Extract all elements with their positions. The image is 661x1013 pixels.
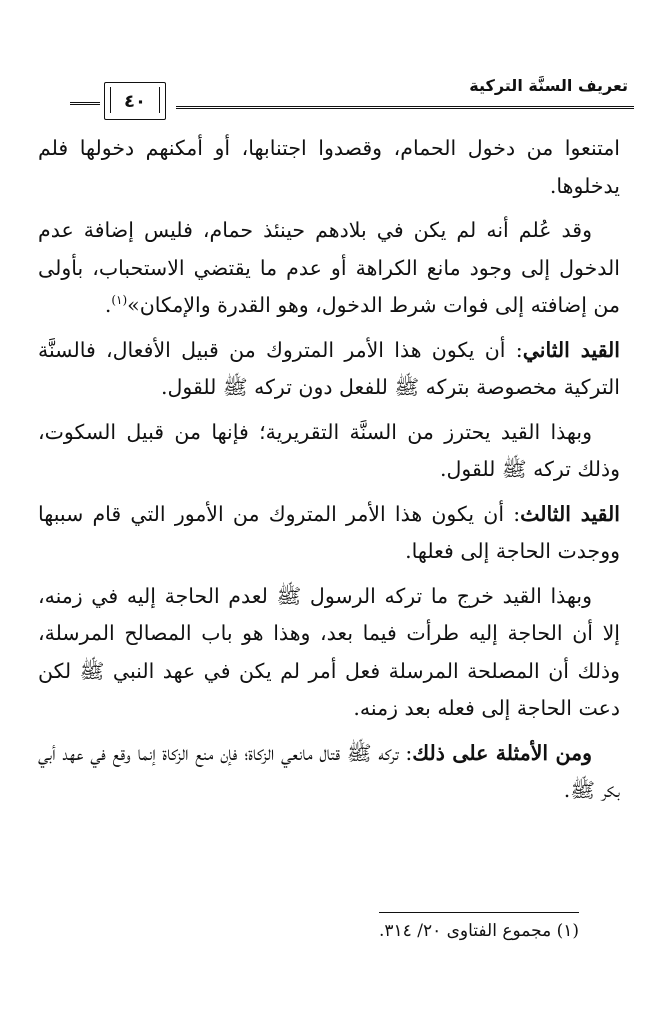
paragraph-2-text: وقد عُلم أنه لم يكن في بلادهم حينئذ حمام، فليس إضافة عدم الدخول إلى وجود مانع الكراهة أو عدم ما يقتضي الاستحباب، بأولى من إضافته إلى فوات شرط الدخول، وهو القدرة والإمكان» — [38, 218, 620, 317]
paragraph-7-text: : تركه ﷺ قتال مانعي الزكاة؛ فإن منع الزكاة إنما وقع في عهد أبي بكر ﷺ. — [38, 740, 620, 802]
paragraph-5-text: : أن يكون هذا الأمر المتروك من الأمور التي قام سببها ووجدت الحاجة إلى فعلها. — [38, 501, 620, 563]
paragraph-5 — [38, 496, 620, 571]
header-rule — [176, 106, 634, 109]
main-text — [38, 130, 620, 817]
paragraph-2-end: . — [104, 293, 112, 317]
footnote: (١) مجموع الفتاوى ٢٠/ ٣١٤. — [378, 921, 579, 941]
paragraph-2 — [38, 212, 620, 325]
page-header — [22, 64, 634, 124]
footnote-rule — [379, 912, 579, 913]
paragraph-4: وبهذا القيد يحترز من السنَّة التقريرية؛ فإنها من قبيل السكوت، وذلك تركه ﷺ للقول. — [38, 419, 620, 481]
paragraph-3-text: : أن يكون هذا الأمر المتروك من قبيل الأفعال، فالسنَّة التركية مخصوصة بتركه ﷺ للفعل دون تركه ﷺ للقول. — [38, 337, 620, 399]
examples-heading: ومن الأمثلة على ذلك — [412, 740, 592, 765]
header-rule-left — [70, 102, 100, 105]
paragraph-1: امتنعوا من دخول الحمام، وقصدوا اجتنابها، أو أمكنهم دخولها فلم يدخلوها. — [38, 136, 620, 198]
page-number: ٤٠ — [104, 82, 166, 120]
paragraph-7 — [38, 735, 620, 810]
paragraph-3 — [38, 332, 620, 407]
third-condition-heading: القيد الثالث — [520, 501, 620, 526]
footnote-marker: (١) — [111, 293, 128, 308]
running-title: تعريف السنَّة التركية — [469, 76, 628, 95]
second-condition-heading: القيد الثاني — [522, 337, 621, 362]
paragraph-6: وبهذا القيد خرج ما تركه الرسول ﷺ لعدم الحاجة إليه في زمنه، إلا أن الحاجة إليه طرأت فيما بعد، وهذا هو باب المصالح المرسلة، وذلك أن المصلحة المرسلة فعل أمر لم يكن في عهد النبي ﷺ لكن دعت الحاجة إلى فعله بعد زمنه. — [38, 583, 620, 720]
